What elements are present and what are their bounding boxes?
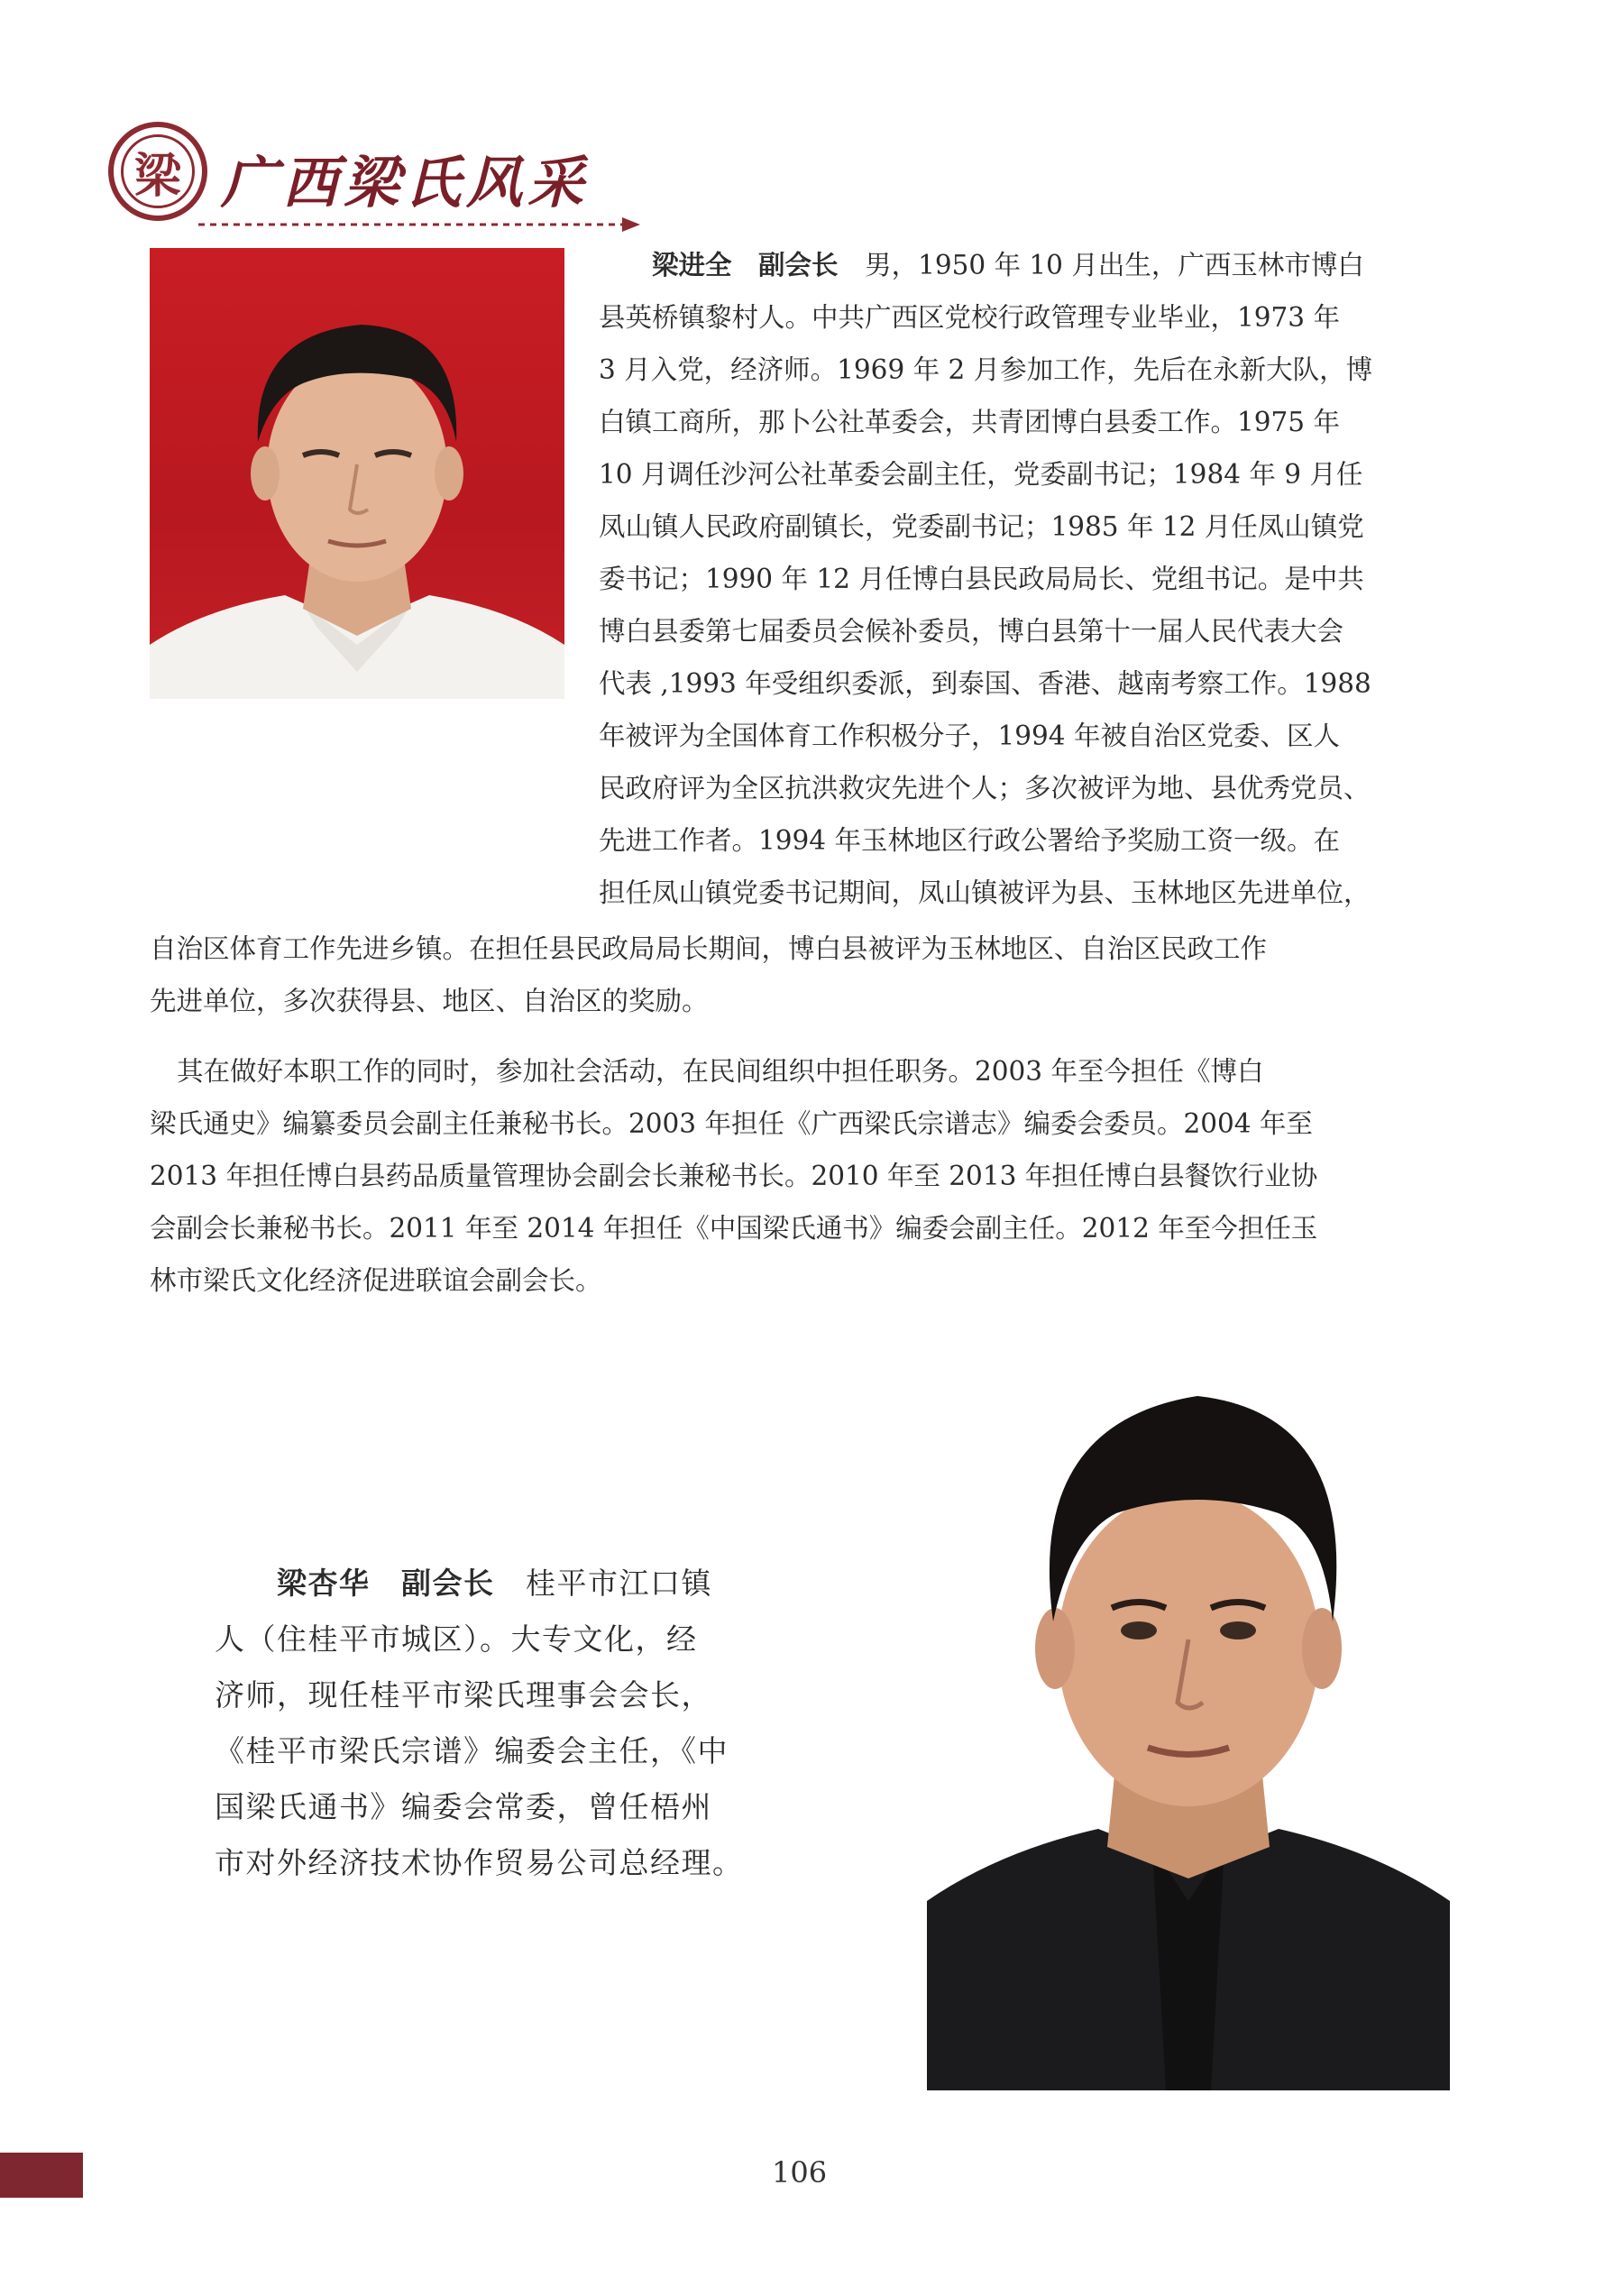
portrait-photo-liang-xinghua — [927, 1360, 1450, 2090]
profile1-continuation — [150, 923, 1466, 1027]
text-line: 桂平市江口镇 — [526, 1566, 712, 1601]
text-line: 会副会长兼秘书长。2011 年至 2014 年担任《中国梁氏通书》编委会副主任。2012 年至今担任玉 — [150, 1213, 1318, 1244]
text-line: 梁氏通史》编纂委员会副主任兼秘书长。2003 年担任《广西梁氏宗谱志》编委会委员。2004 年至 — [150, 1108, 1313, 1139]
profile1-role: 副会长 — [758, 250, 839, 280]
text-line: 2013 年担任博白县药品质量管理协会副会长兼秘书长。2010 年至 2013 年担任博白县餐饮行业协 — [150, 1161, 1318, 1191]
profile2-first-line — [215, 1556, 837, 1612]
portrait-illustration — [927, 1360, 1450, 2090]
text-line: 济师，现任桂平市梁氏理事会会长， — [215, 1677, 712, 1713]
text-line: 代表 ,1993 年受组织委派，到泰国、香港、越南考察工作。1988 — [599, 668, 1371, 699]
page-edge-marker — [0, 2153, 83, 2198]
text-line: 10 月调任沙河公社革委会副主任，党委副书记；1984 年 9 月任 — [599, 459, 1363, 490]
text-line: 委书记；1990 年 12 月任博白县民政局局长、党组书记。是中共 — [599, 564, 1364, 594]
text-line: 自治区体育工作先进乡镇。在担任县民政局局长期间，博白县被评为玉林地区、自治区民政工作 — [150, 933, 1268, 964]
text-line: 其在做好本职工作的同时，参加社会活动，在民间组织中担任职务。2003 年至今担任《博白 — [177, 1056, 1264, 1087]
profile1-intro — [599, 239, 1464, 919]
text-line: 担任凤山镇党委书记期间，凤山镇被评为县、玉林地区先进单位， — [599, 877, 1371, 908]
text-line: 3 月入党，经济师。1969 年 2 月参加工作，先后在永新大队，博 — [599, 354, 1373, 385]
seal-logo-icon — [108, 122, 207, 221]
profile2-role: 副会长 — [401, 1566, 495, 1601]
text-line: 先进单位，多次获得县、地区、自治区的奖励。 — [150, 986, 709, 1016]
text-line: 国梁氏通书》编委会常委，曾任梧州 — [215, 1789, 712, 1824]
portrait-illustration — [150, 248, 564, 699]
page-number: 106 — [772, 2155, 828, 2190]
seal-character: 梁 — [121, 134, 195, 208]
profile2-name: 梁杏华 — [277, 1566, 371, 1601]
text-line: 林市梁氏文化经济促进联谊会副会长。 — [150, 1265, 602, 1296]
profile2-intro — [215, 1556, 837, 1891]
text-line: 博白县委第七届委员会候补委员，博白县第十一届人民代表大会 — [599, 616, 1344, 647]
profile1-paragraph2 — [150, 1045, 1466, 1307]
text-line: 人（住桂平市城区）。大专文化，经 — [215, 1621, 698, 1657]
text-line: 年被评为全国体育工作积极分子，1994 年被自治区党委、区人 — [599, 721, 1340, 751]
text-line: 市对外经济技术协作贸易公司总经理。 — [215, 1845, 744, 1880]
section-header — [108, 122, 590, 230]
text-line: 县英桥镇黎村人。中共广西区党校行政管理专业毕业，1973 年 — [599, 302, 1340, 333]
text-line: 男，1950 年 10 月出生，广西玉林市博白 — [865, 250, 1364, 280]
text-line: 白镇工商所，那卜公社革委会，共青团博白县委工作。1975 年 — [599, 407, 1340, 437]
profile1-first-line — [599, 239, 1464, 291]
dashed-arrow-icon — [198, 216, 649, 234]
text-line: 民政府评为全区抗洪救灾先进个人；多次被评为地、县优秀党员、 — [599, 773, 1371, 804]
text-line: 《桂平市梁氏宗谱》编委会主任，《中 — [215, 1733, 729, 1768]
profile1-name: 梁进全 — [652, 250, 732, 280]
portrait-photo-liang-jinquan — [150, 248, 564, 699]
text-line: 先进工作者。1994 年玉林地区行政公署给予奖励工资一级。在 — [599, 825, 1340, 856]
section-title: 广西梁氏风采 — [221, 150, 590, 216]
text-line: 凤山镇人民政府副镇长，党委副书记；1985 年 12 月任凤山镇党 — [599, 511, 1364, 542]
